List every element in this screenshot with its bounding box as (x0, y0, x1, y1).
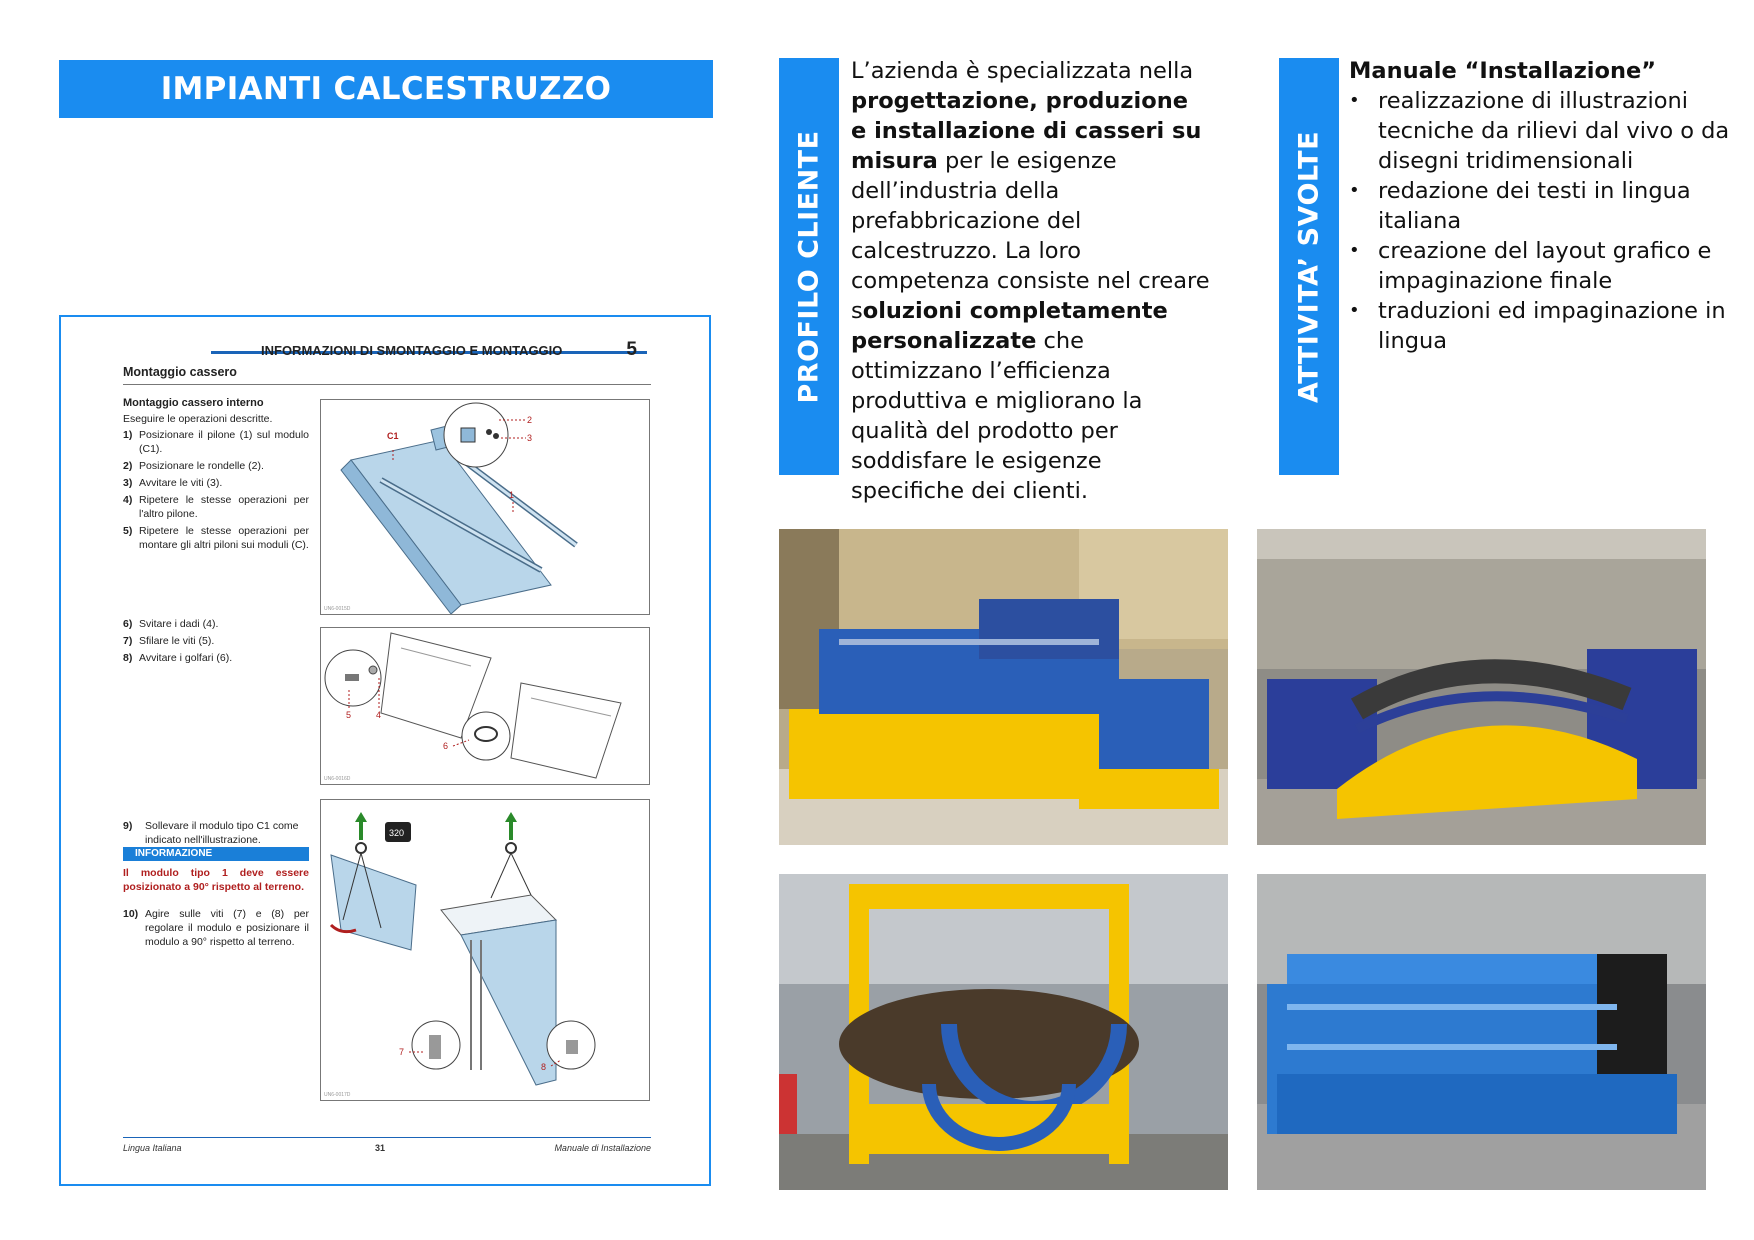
callout-7: 7 (399, 1047, 405, 1057)
activities-block (1349, 56, 1739, 356)
figure-pillar-assembly (320, 399, 650, 615)
page-title: IMPIANTI CALCESTRUZZO (160, 71, 612, 107)
photo-formwork-factory-2 (1257, 529, 1706, 845)
info-warning-text: Il modulo tipo 1 deve essere posizionato a 90° rispetto al terreno. (123, 867, 309, 893)
activities-label-bar (1279, 58, 1339, 475)
manual-header-title: INFORMAZIONI DI SMONTAGGIO E MONTAGGIO (261, 343, 563, 358)
list-item: 8) Avvitare i golfari (6). (123, 652, 233, 664)
figure-lifting-module (320, 799, 650, 1101)
client-profile-text: L’azienda è specializzata nella progettazione, produzione e installazione di casseri su misura per le esigenze dell’industria della prefabbricazione del calcestruzzo. La loro competenza consiste nel creare soluzioni completamente personalizzate che ottimizzano l’efficienza produttiva e migliorano la qualità del prodotto per soddisfare le esigenze specifiche dei clienti. (851, 58, 1210, 504)
step-10: 10) Agire sulle viti (7) e (8) per regolare il modulo e posizionare il modulo a 90° rispetto al terreno. (123, 908, 309, 948)
callout-8: 8 (541, 1062, 547, 1072)
list-item: 6) Svitare i dadi (4). (123, 618, 219, 630)
steps-list-2 (123, 617, 309, 668)
callout-4: 4 (376, 710, 382, 720)
chapter-number: 5 (626, 339, 637, 360)
figure-code: UN6-0015D (324, 606, 351, 612)
footer-page-number: 31 (375, 1143, 386, 1153)
callout-6: 6 (443, 741, 449, 751)
steps-list-1 (123, 428, 309, 555)
manual-header (211, 329, 647, 360)
list-item: • traduzioni ed impaginazione in lingua (1349, 298, 1726, 354)
figure-code: UN6-0017D (324, 1092, 351, 1098)
photo-formwork-factory-3 (779, 874, 1228, 1190)
callout-3: 3 (527, 433, 533, 443)
callout-2: 2 (527, 415, 533, 425)
photo-formwork-factory-1 (779, 529, 1228, 845)
photo-formwork-factory-4 (1257, 874, 1706, 1190)
list-item: • creazione del layout grafico e impaginazione finale (1349, 238, 1712, 294)
info-label: INFORMAZIONE (123, 847, 309, 861)
client-profile-label: PROFILO CLIENTE (793, 129, 825, 404)
callout-c1: C1 (387, 431, 399, 441)
list-item: 7) Sfilare le viti (5). (123, 635, 215, 647)
list-item: • realizzazione di illustrazioni tecniche da rilievi dal vivo o da disegni tridimensionali (1349, 88, 1730, 174)
list-item: 5) Ripetere le stesse operazioni per montare gli altri piloni sui moduli (C). (123, 525, 309, 551)
manual-page-preview (59, 315, 711, 1186)
figure-eyebolt-assembly (320, 627, 650, 785)
footer-manual-name: Manuale di Installazione (554, 1143, 651, 1153)
activities-list (1349, 86, 1739, 356)
page-title-bar (59, 60, 713, 118)
manual-footer (123, 1137, 651, 1153)
step-9: 9) Sollevare il modulo tipo C1 come indicato nell'illustrazione. (123, 820, 299, 846)
callout-5: 5 (346, 710, 352, 720)
intro-text: Eseguire le operazioni descritte. (123, 413, 273, 425)
activities-heading: Manuale “Installazione” (1349, 58, 1657, 84)
list-item: 3) Avvitare le viti (3). (123, 477, 223, 489)
figure-code: UN6-0016D (324, 776, 351, 782)
footer-language: Lingua Italiana (123, 1143, 182, 1153)
client-profile-label-bar (779, 58, 839, 475)
weight-label: 320 (389, 828, 405, 838)
list-item: 2) Posizionare le rondelle (2). (123, 460, 264, 472)
list-item: 1) Posizionare il pilone (1) sul modulo (C1). (123, 429, 309, 455)
activities-label: ATTIVITA’ SVOLTE (1293, 130, 1325, 403)
subsection-title: Montaggio cassero interno (123, 397, 264, 409)
callout-1: 1 (509, 490, 515, 500)
section-title: Montaggio cassero (123, 365, 651, 385)
list-item: 4) Ripetere le stesse operazioni per l'altro pilone. (123, 494, 309, 520)
list-item: • redazione dei testi in lingua italiana (1349, 178, 1691, 234)
